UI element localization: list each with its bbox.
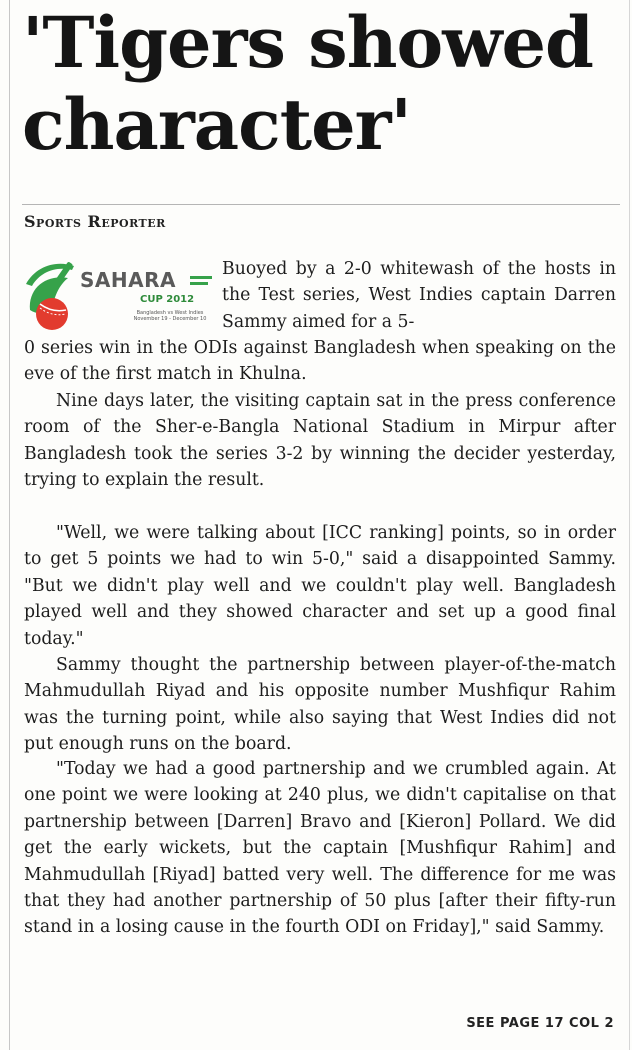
paragraph-5: "Today we had a good partnership and we crumbled again. At one point we were looking at 240 plus, we didn't capitalise on that partnership between [Darren] Bravo and [Kieron] Pollard. We did get the early wickets, but the captain [Mushfiqur Rahim] and Mahmudullah [Riyad] batted very well. The difference for me was that they had another partnership of 50 plus [after their fifty-run stand in a losing cause in the fourth ODI on Friday]," said Sammy. <box>24 759 616 938</box>
byline: Sports Reporter <box>24 212 166 231</box>
paragraph-3: "Well, we were talking about [ICC ranking] points, so in order to get 5 points we had to win 5-0," said a disappointed Sammy. "But we didn't play well and we couldn't play well. Bangladesh played well and they showed character and set up a good final today." <box>24 523 616 649</box>
cricket-ball-bat-icon <box>22 254 92 336</box>
logo-cup-year: CUP 2012 <box>140 294 195 305</box>
column-divider-left <box>9 0 10 1050</box>
paragraph-1-part-2: 0 series win in the ODIs against Bangladesh when speaking on the eve of the first match in Khulna. <box>24 338 616 385</box>
logo-stripes-icon <box>190 274 212 288</box>
byline-divider <box>22 204 620 205</box>
paragraph-1-part-1: Buoyed by a 2-0 whitewash of the hosts in the Test series, West Indies captain Darren Sammy aimed for a 5- <box>222 259 616 332</box>
paragraph-4: Sammy thought the partnership between player-of-the-match Mahmudullah Riyad and his opposite number Mushfiqur Rahim was the turning point, while also saying that West Indies did not put enough runs on the board. <box>24 655 616 755</box>
sahara-cup-logo <box>22 254 218 336</box>
paragraph-2: Nine days later, the visiting captain sat in the press conference room of the Sher-e-Bangla National Stadium in Mirpur after Bangladesh took the series 3-2 by winning the decider yesterday, trying to explain the result. <box>24 391 616 491</box>
column-divider-right <box>629 0 630 1050</box>
continuation-jump-line: SEE PAGE 17 COL 2 <box>466 1016 614 1031</box>
headline-line-2: character' <box>22 83 411 166</box>
headline <box>22 2 622 166</box>
logo-brand: SAHARA <box>80 268 176 292</box>
logo-tagline: Bangladesh vs West Indies November 19 - December 10 <box>133 310 207 322</box>
headline-line-1: 'Tigers showed <box>22 1 593 84</box>
